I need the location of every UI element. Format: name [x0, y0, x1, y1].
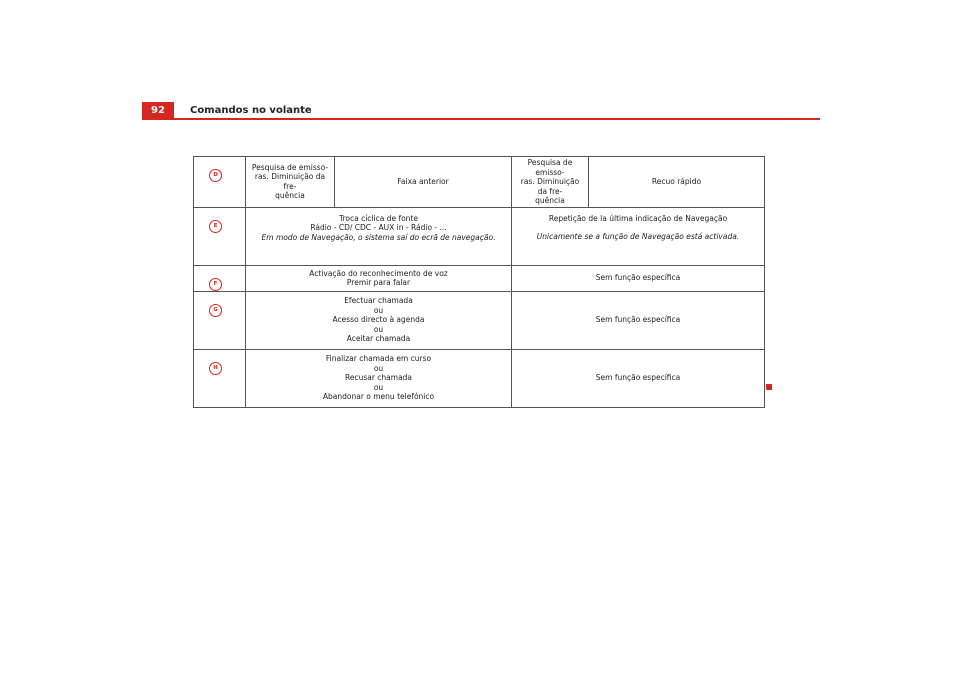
cell-text: Faixa anterior [397, 177, 449, 186]
table-row [194, 349, 765, 407]
cell-text: Sem função específica [595, 373, 681, 383]
row-label-cell [194, 349, 246, 407]
cell-text: Sem função específica [595, 273, 681, 283]
cell-text: ou [373, 382, 384, 392]
page-title: Comandos no volante [190, 105, 312, 116]
cell-note: Unicamente se a função de Navegação está activada. [536, 232, 740, 241]
cell-text: ras. Diminuição da fre- [254, 172, 326, 191]
table-cell [246, 349, 512, 407]
cell-text: Rádio - CD/ CDC - AUX in - Rádio - ... [310, 223, 447, 232]
row-label-cell [194, 157, 246, 208]
table-cell [512, 291, 765, 349]
cell-text: quência [535, 196, 565, 205]
table-cell [512, 157, 589, 208]
cell-text: Recusar chamada [344, 373, 413, 383]
cell-text: quência [275, 191, 305, 201]
section-end-marker [766, 384, 772, 390]
control-h-badge: H [209, 362, 222, 375]
cell-text: Troca cíclica de fonte [339, 213, 418, 223]
table-cell [246, 207, 512, 265]
table-cell [246, 265, 512, 291]
cell-text: Efectuar chamada [344, 296, 413, 306]
table-cell [512, 207, 765, 265]
table-cell [512, 349, 765, 407]
cell-text: Recuo rápido [651, 177, 702, 186]
cell-text: Repetição de la última indicação de Navegação [548, 213, 728, 223]
cell-note: Em modo de Navegação, o sistema saí do ecrã de navegação. [261, 232, 496, 242]
cell-text: ou [373, 305, 384, 315]
cell-text: ras. Diminuição da fre- [520, 177, 580, 196]
row-label-cell [194, 291, 246, 349]
table-cell [246, 291, 512, 349]
cell-text: Pesquisa de emisso- [251, 162, 329, 172]
table-cell [246, 157, 335, 208]
control-d-badge: D [209, 169, 222, 182]
table-cell [335, 157, 512, 208]
cell-text: Premir para falar [346, 278, 411, 287]
row-label-cell [194, 207, 246, 265]
table-row [194, 157, 765, 208]
cell-text: Finalizar chamada em curso [325, 354, 432, 364]
table-cell [589, 157, 765, 208]
table-row [194, 207, 765, 265]
row-label-cell [194, 265, 246, 291]
cell-text: Aceitar chamada [346, 334, 411, 344]
spacer [515, 223, 761, 232]
cell-text: Sem função específica [595, 315, 681, 325]
steering-controls-table [193, 156, 765, 408]
cell-text: ou [373, 363, 384, 373]
table-row [194, 291, 765, 349]
page-number: 92 [142, 102, 174, 120]
cell-text: Activação do reconhecimento de voz [309, 268, 448, 278]
control-g-badge: G [209, 304, 222, 317]
cell-text: Abandonar o menu telefónico [322, 392, 435, 402]
cell-text: ou [373, 324, 384, 334]
cell-text: Acesso directo à agenda [332, 315, 425, 325]
header-divider [174, 118, 820, 120]
control-f-badge: F [209, 278, 222, 291]
cell-text: Pesquisa de emisso- [527, 158, 573, 177]
table-cell [512, 265, 765, 291]
page-header [0, 0, 960, 130]
control-e-badge: E [209, 220, 222, 233]
table-row [194, 265, 765, 291]
